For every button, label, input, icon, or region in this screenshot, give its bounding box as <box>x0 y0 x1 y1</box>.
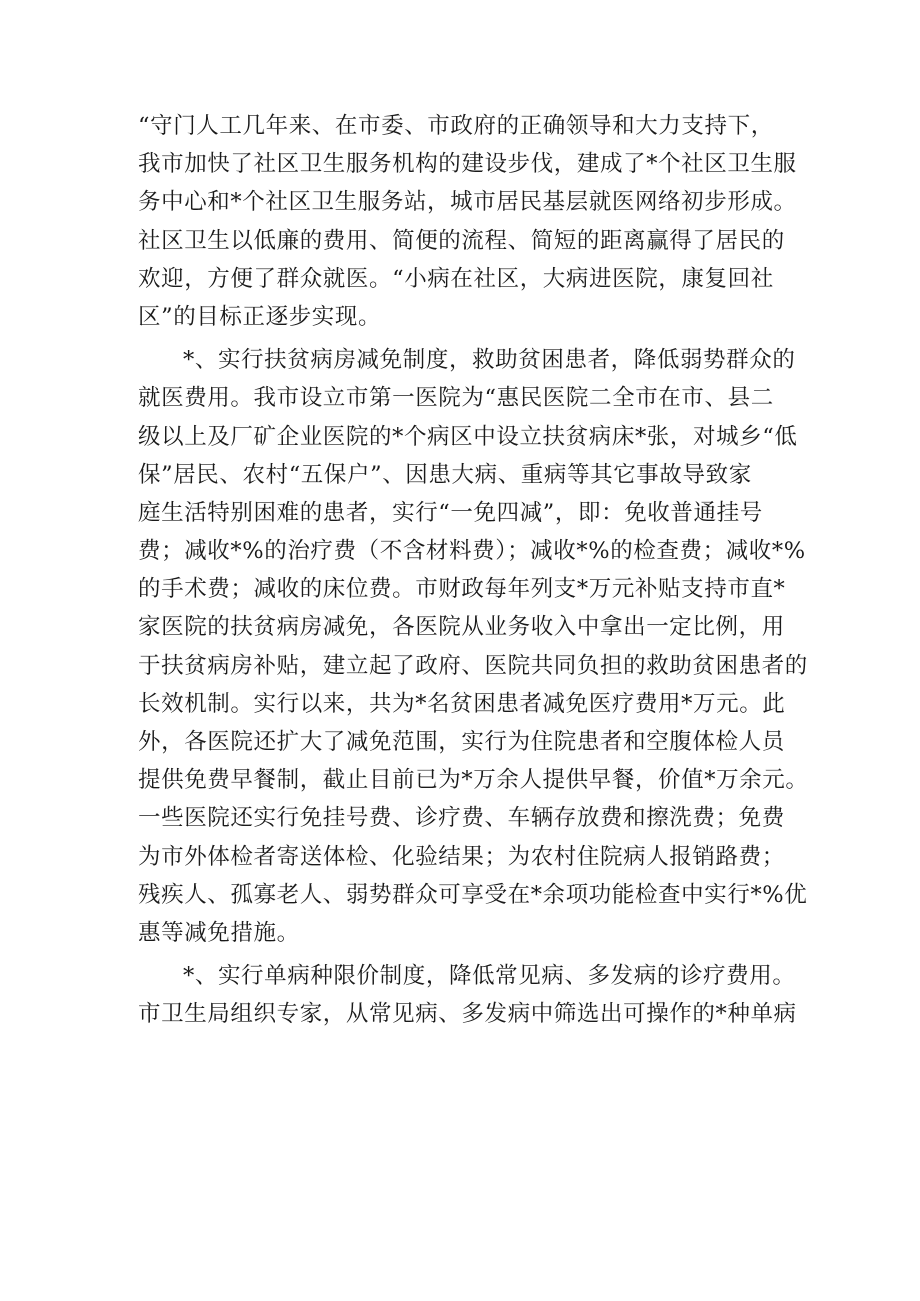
paragraph-2 <box>138 341 809 952</box>
text-line: 市卫生局组织专家，从常见病、多发病中筛选出可操作的*种单病 <box>138 1001 797 1028</box>
text-line: 一些医院还实行免挂号费、诊疗费、车辆存放费和擦洗费；免费 <box>138 805 785 832</box>
text-line: “守门人工几年来、在市委、市政府的正确领导和大力支持下， <box>138 113 774 139</box>
paragraph-1 <box>138 107 798 336</box>
text-line: 长效机制。实行以来，共为*名贫困患者减免医疗费用*万元。此 <box>138 690 786 717</box>
text-line: 为市外体检者寄送体检、化验结果；为农村住院病人报销路费； <box>138 843 785 870</box>
text-line: 就医费用。我市设立市第一医院为“惠民医院二全市在市、县二 <box>138 385 774 412</box>
text-line: 的手术费；减收的床位费。市财政每年列支*万元补贴支持市直* <box>138 576 786 603</box>
text-line: 我市加快了社区卫生服务机构的建设步伐，建成了*个社区卫生服 <box>138 151 797 178</box>
text-line: 费；减收*%的治疗费（不含材料费）；减收*%的检查费；减收*% <box>138 538 806 565</box>
text-line: *、实行单病种限价制度，降低常见病、多发病的诊疗费用。 <box>183 963 796 990</box>
document-body <box>138 107 809 1034</box>
text-line: 级以上及厂矿企业医院的*个病区中设立扶贫病床*张，对城乡“低 <box>138 423 798 450</box>
text-line: 社区卫生以低廉的费用、简便的流程、简短的距离赢得了居民的 <box>138 227 785 254</box>
text-line: 保”居民、农村“五保户”、因患大病、重病等其它事故导致家 <box>138 461 752 488</box>
text-line: 区”的目标正逐步实现。 <box>138 303 382 330</box>
text-line: 惠等减免措施。 <box>138 919 300 946</box>
text-line: 提供免费早餐制，截止目前已为*万余人提供早餐，价值*万余元。 <box>138 767 809 794</box>
paragraph-3 <box>138 957 798 1033</box>
text-line: *、实行扶贫病房减免制度，救助贫困患者，降低弱势群众的 <box>183 347 796 374</box>
text-line: 残疾人、孤寡老人、弱势群众可享受在*余项功能检查中实行*%优 <box>138 881 808 908</box>
text-line: 外，各医院还扩大了减免范围，实行为住院患者和空腹体检人员 <box>138 729 785 755</box>
text-line: 庭生活特别困难的患者，实行“一免四减”，即：免收普通挂号 <box>138 499 763 526</box>
text-line: 于扶贫病房补贴，建立起了政府、医院共同负担的救助贫困患者的 <box>138 652 808 679</box>
text-line: 务中心和*个社区卫生服务站，城市居民基层就医网络初步形成。 <box>138 189 797 216</box>
text-line: 欢迎，方便了群众就医。“小病在社区，大病进医院，康复回社 <box>138 265 774 292</box>
text-line: 家医院的扶贫病房减免，各医院从业务收入中拿出一定比例，用 <box>138 614 785 641</box>
